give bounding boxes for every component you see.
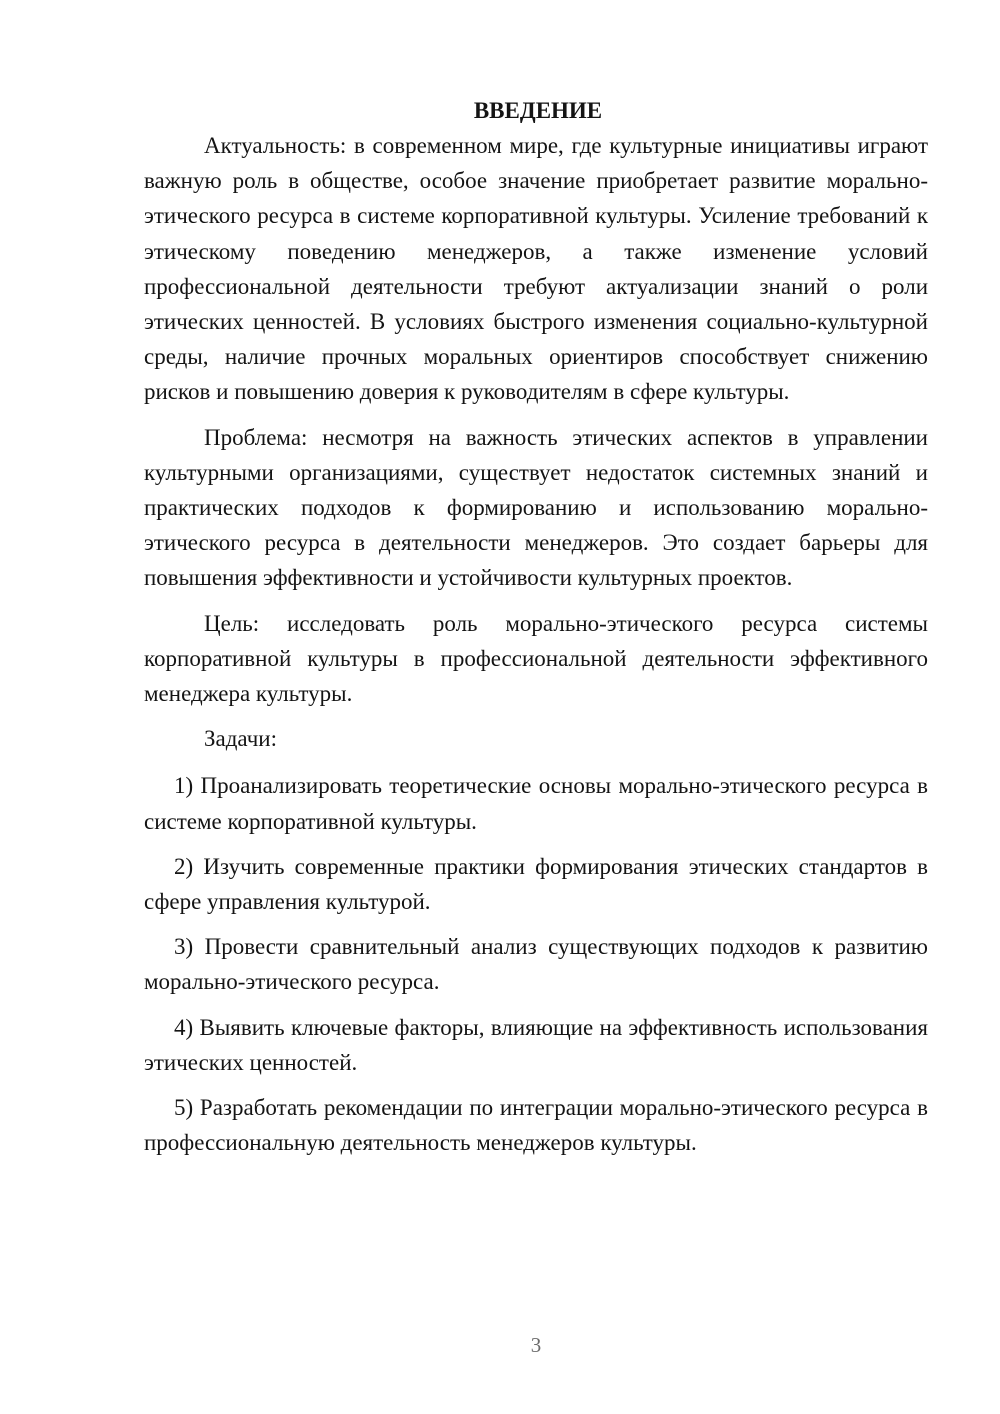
- paragraph-relevance: Актуальность: в современном мире, где культурные инициативы играют важную роль в обществе, особое значение приобретает развитие морально-этического ресурса в системе корпоративной культуры. Усиление требований к этическому поведению менеджеров, а также изменение условий профессиональной деятельности требуют актуализации знаний о роли этических ценностей. В условиях быстрого изменения социально-культурной среды, наличие прочных моральных ориентиров способствует снижению рисков и повышению доверия к руководителям в сфере культуры.: [144, 133, 928, 405]
- task-item: 5) Разработать рекомендации по интеграции морально-этического ресурса в профессиональную деятельность менеджеров культуры.: [144, 1095, 928, 1156]
- document-page: [144, 95, 928, 1170]
- section-heading: ВВЕДЕНИЕ: [473, 98, 603, 123]
- task-item: 1) Проанализировать теоретические основы морально-этического ресурса в системе корпоративной культуры.: [144, 773, 928, 834]
- page-number: 3: [530, 1333, 542, 1357]
- task-item: 2) Изучить современные практики формирования этических стандартов в сфере управления культурой.: [144, 853, 928, 915]
- paragraph-goal: Цель: исследовать роль морально-этического ресурса системы корпоративной культуры в профессиональной деятельности эффективного менеджера культуры.: [144, 610, 928, 707]
- task-item: 4) Выявить ключевые факторы, влияющие на эффективность использования этических ценностей.: [144, 1014, 928, 1075]
- task-item: 3) Провести сравнительный анализ существующих подходов к развитию морально-этического ресурса.: [144, 934, 928, 995]
- tasks-list: [144, 768, 928, 1160]
- tasks-label: Задачи:: [204, 726, 277, 752]
- paragraph-problem: Проблема: несмотря на важность этических аспектов в управлении культурными организациями, существует недостаток системных знаний и практических подходов к формированию и использованию морально-этического ресурса в деятельности менеджеров. Это создает барьеры для повышения эффективности и устойчивости культурных проектов.: [144, 424, 928, 591]
